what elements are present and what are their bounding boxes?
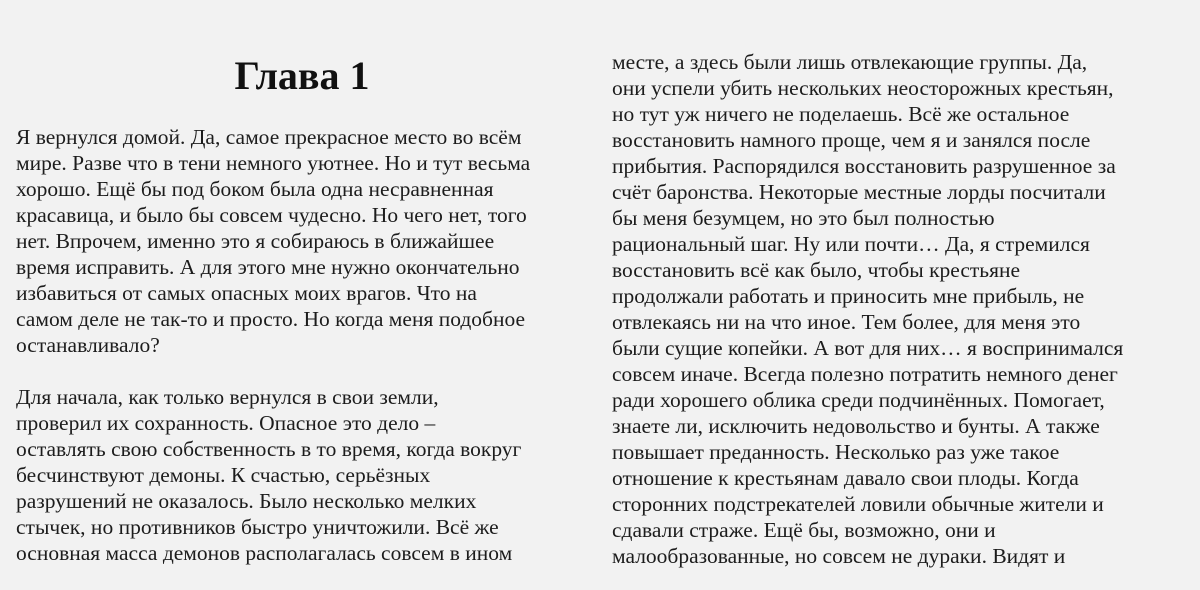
- chapter-title: Глава 1: [234, 53, 370, 98]
- text-line: но тут уж ничего не поделаешь. Всё же остальное: [612, 102, 1070, 126]
- text-line: месте, а здесь были лишь отвлекающие группы. Да,: [612, 50, 1088, 74]
- text-line: совсем иначе. Всегда полезно потратить немного денег: [612, 362, 1118, 386]
- text-line: Я вернулся домой. Да, самое прекрасное место во всём: [16, 125, 522, 149]
- text-line: красавица, и было бы совсем чудесно. Но чего нет, того: [16, 203, 527, 227]
- paragraph-3: [612, 49, 1123, 569]
- text-line: время исправить. А для этого мне нужно окончательно: [16, 255, 520, 279]
- paragraph-1: [16, 124, 530, 358]
- text-line: мире. Разве что в тени немного уютнее. Но и тут весьма: [16, 151, 531, 175]
- text-line: были сущие копейки. А вот для них… я воспринимался: [612, 336, 1124, 360]
- text-line: малообразованные, но совсем не дураки. Видят и: [612, 544, 1066, 568]
- paragraph-2: [16, 384, 521, 566]
- text-line: продолжали работать и приносить мне прибыль, не: [612, 284, 1085, 308]
- text-line: они успели убить нескольких неосторожных крестьян,: [612, 76, 1114, 100]
- text-line: останавливало?: [16, 333, 160, 357]
- text-line: отношение к крестьянам давало свои плоды. Когда: [612, 466, 1079, 490]
- text-line: сдавали страже. Ещё бы, возможно, они и: [612, 518, 996, 542]
- text-line: основная масса демонов располагалась совсем в ином: [16, 541, 513, 565]
- text-line: оставлять свою собственность в то время, когда вокруг: [16, 437, 522, 461]
- text-line: самом деле не так-то и просто. Но когда меня подобное: [16, 307, 526, 331]
- text-line: хорошо. Ещё бы под боком была одна несравненная: [16, 177, 494, 201]
- text-line: рациональный шаг. Ну или почти… Да, я стремился: [612, 232, 1090, 256]
- text-line: повышает преданность. Несколько раз уже такое: [612, 440, 1060, 464]
- text-line: нет. Впрочем, именно это я собираюсь в ближайшее: [16, 229, 495, 253]
- text-line: отвлекаясь ни на что иное. Тем более, для меня это: [612, 310, 1081, 334]
- text-line: счёт баронства. Некоторые местные лорды посчитали: [612, 180, 1106, 204]
- text-line: Для начала, как только вернулся в свои земли,: [16, 385, 439, 409]
- text-line: проверил их сохранность. Опасное это дело –: [16, 411, 436, 435]
- text-line: бы меня безумцем, но это был полностью: [612, 206, 995, 230]
- text-line: восстановить всё как было, чтобы крестьяне: [612, 258, 1021, 282]
- text-line: разрушений не оказалось. Было несколько мелких: [16, 489, 477, 513]
- text-line: стычек, но противников быстро уничтожили. Всё же: [16, 515, 499, 539]
- text-line: бесчинствуют демоны. К счастью, серьёзных: [16, 463, 431, 487]
- text-line: ради хорошего облика среди подчинённых. Помогает,: [612, 388, 1105, 412]
- text-line: восстановить намного проще, чем я и занялся после: [612, 128, 1091, 152]
- text-line: избавиться от самых опасных моих врагов. Что на: [16, 281, 477, 305]
- text-line: сторонних подстрекателей ловили обычные жители и: [612, 492, 1104, 516]
- text-line: прибытия. Распорядился восстановить разрушенное за: [612, 154, 1116, 178]
- text-line: знаете ли, исключить недовольство и бунты. А также: [612, 414, 1100, 438]
